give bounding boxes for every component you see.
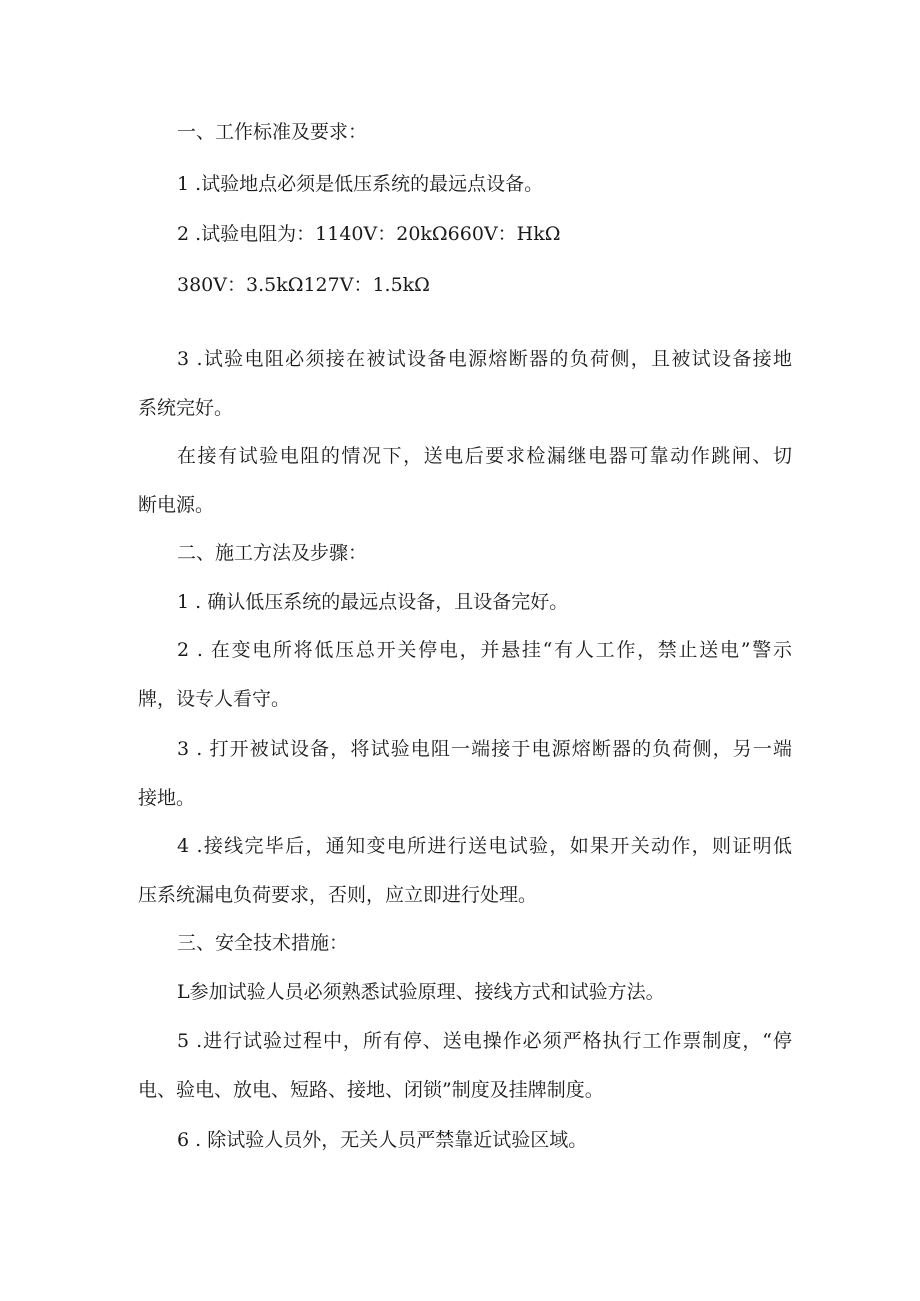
safety-measure-1: L参加试验人员必须熟悉试验原理、接线方式和试验方法。 <box>177 981 665 1003</box>
procedure-step-4-line2: 压系统漏电负荷要求，否则，应立即进行处理。 <box>138 884 538 906</box>
requirement-note-line1: 在接有试验电阻的情况下，送电后要求检漏继电器可靠动作跳闸、切 <box>177 445 792 467</box>
requirement-item-3-line2: 系统完好。 <box>138 397 234 419</box>
requirement-item-1: 1 .试验地点必须是低压系统的最远点设备。 <box>177 173 544 195</box>
requirement-item-2: 2 .试验电阻为：1140V：20kΩ660V：HkΩ <box>177 223 561 245</box>
procedure-step-1: 1 . 确认低压系统的最远点设备，且设备完好。 <box>177 591 569 613</box>
procedure-step-4-line1: 4 .接线完毕后，通知变电所进行送电试验，如果开关动作，则证明低 <box>177 835 792 857</box>
section-heading-3: 三、安全技术措施： <box>177 932 349 954</box>
procedure-step-3-line2: 接地。 <box>138 787 196 809</box>
requirement-item-3-line1: 3 .试验电阻必须接在被试设备电源熔断器的负荷侧，且被试设备接地 <box>177 348 792 370</box>
safety-measure-5-line1: 5 .进行试验过程中，所有停、送电操作必须严格执行工作票制度，“停 <box>177 1030 792 1052</box>
safety-measure-5-line2: 电、验电、放电、短路、接地、闭锁”制度及挂牌制度。 <box>138 1079 604 1101</box>
requirement-note-line2: 断电源。 <box>138 494 215 516</box>
safety-measure-6: 6 . 除试验人员外，无关人员严禁靠近试验区域。 <box>177 1129 588 1151</box>
section-heading-1: 一、工作标准及要求： <box>177 121 368 143</box>
section-heading-2: 二、施工方法及步骤： <box>177 542 368 564</box>
procedure-step-2-line2: 牌，设专人看守。 <box>138 688 291 710</box>
requirement-item-2-cont: 380V：3.5kΩ127V：1.5kΩ <box>177 274 430 296</box>
procedure-step-3-line1: 3 . 打开被试设备，将试验电阻一端接于电源熔断器的负荷侧，另一端 <box>177 738 792 760</box>
procedure-step-2-line1: 2 . 在变电所将低压总开关停电，并悬挂“有人工作，禁止送电”警示 <box>177 639 792 661</box>
